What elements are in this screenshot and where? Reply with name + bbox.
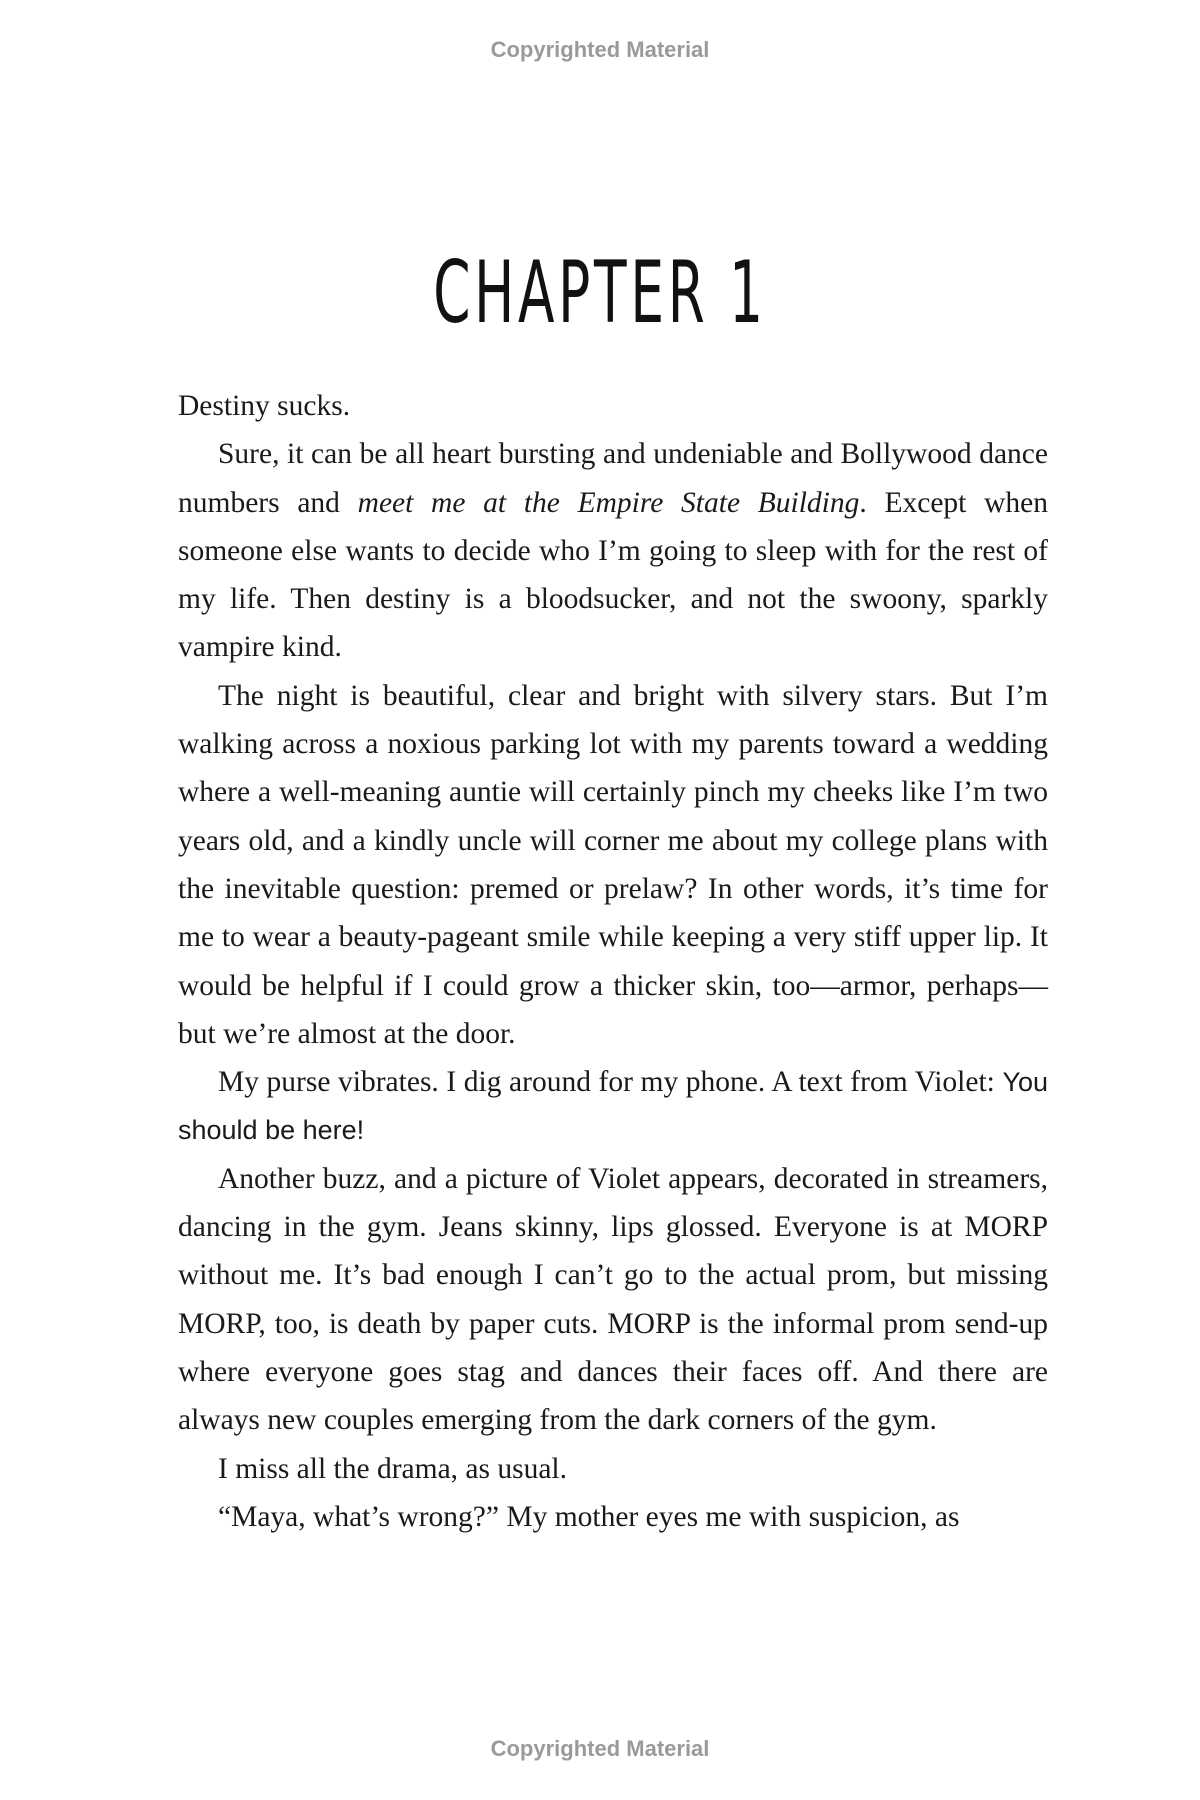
- paragraph-3-text: The night is beautiful, clear and bright with silvery stars. But I’m walking across a noxious parking lot with my parents toward a wedding where a well-meaning auntie will certainly pinch my cheeks like I’m two years old, and a kindly uncle will corner me about my college plans with the inevitable question: premed or prelaw? In other words, it’s time for me to wear a beauty-pageant smile while keeping a very stiff upper lip. It would be helpful if I could grow a thicker skin, too—armor, perhaps—but we’re almost at the door.: [178, 679, 1048, 1050]
- text-message: You should be here!: [178, 1067, 1048, 1146]
- paragraph-2: [178, 430, 1048, 671]
- chapter-body: [178, 382, 1048, 1541]
- chapter-title: CHAPTER 1: [433, 242, 767, 343]
- paragraph-2-text-start: Sure, it can be all heart bursting and undeniable and Bollywood dance numbers and: [178, 438, 1048, 519]
- copyright-watermark-bottom: Copyrighted Material: [490, 1736, 710, 1761]
- paragraph-2-italic-phrase: meet me at the Empire State Building: [357, 486, 860, 519]
- paragraph-6: [178, 1445, 1048, 1493]
- copyright-watermark-top: Copyrighted Material: [490, 37, 710, 62]
- paragraph-4: [178, 1058, 1048, 1155]
- paragraph-3: [178, 672, 1048, 1058]
- paragraph-7-text: “Maya, what’s wrong?” My mother eyes me with suspicion, as: [218, 1500, 960, 1533]
- paragraph-4-text: My purse vibrates. I dig around for my phone. A text from Violet:: [218, 1066, 1003, 1099]
- paragraph-2-text-end: . Except when someone else wants to decide who I’m going to sleep with for the rest of my life. Then destiny is a bloodsucker, and not the swoony, sparkly vampire kind.: [178, 486, 1048, 664]
- paragraph-7: [178, 1493, 1048, 1541]
- paragraph-6-text: I miss all the drama, as usual.: [218, 1452, 568, 1485]
- paragraph-5: [178, 1155, 1048, 1445]
- paragraph-5-text: Another buzz, and a picture of Violet appears, decorated in streamers, dancing in the gym. Jeans skinny, lips glossed. Everyone is at MORP without me. It’s bad enough I can’t go to the actual prom, but missing MORP, too, is death by paper cuts. MORP is the informal prom send-up where everyone goes stag and dances their faces off. And there are always new couples emerging from the dark corners of the gym.: [178, 1162, 1048, 1437]
- paragraph-1-text: Destiny sucks.: [178, 390, 351, 422]
- paragraph-1: [178, 382, 1048, 430]
